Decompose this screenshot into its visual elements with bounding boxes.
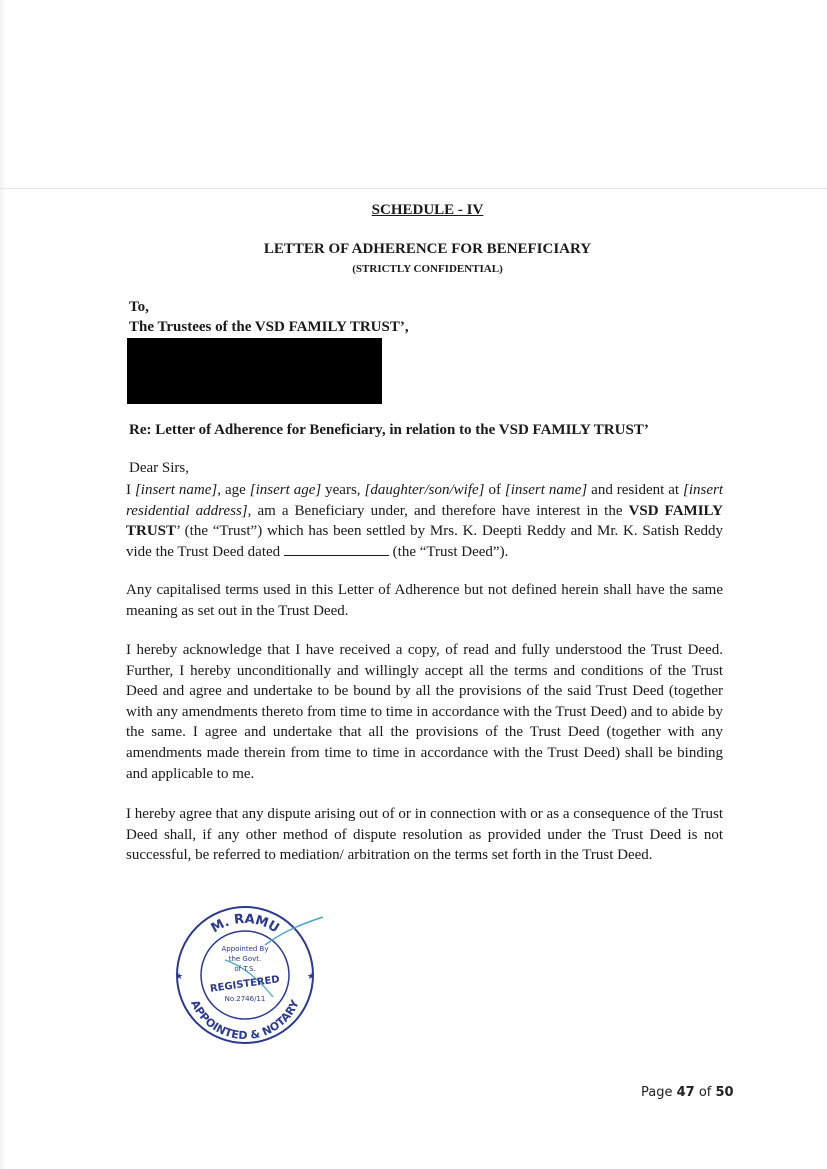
paragraph-definitions: Any capitalised terms used in this Letter of Adherence but not defined herein shall have the same meaning as set out in the Trust Deed. <box>126 582 723 619</box>
placeholder-age: [insert age] <box>249 482 322 498</box>
stamp-registered: REGISTERED <box>209 974 281 995</box>
text-run: ’ (the “Trust”) which has been settled by Mrs. K. Deepti Reddy and Mr. K. Satish Reddy vide the Trust Deed dated <box>126 523 723 560</box>
salutation: Dear Sirs, <box>129 460 189 476</box>
paragraph-declaration <box>126 480 723 562</box>
to-line: To, <box>129 299 149 315</box>
svg-text:M. RAMU <box>209 912 282 937</box>
text-run: , age <box>217 482 250 498</box>
document-subtitle: (STRICTLY CONFIDENTIAL) <box>352 263 503 275</box>
text-run: years, <box>321 482 365 498</box>
paragraph-acknowledgement: I hereby acknowledge that I have received a copy, of read and fully understood the Trust Deed. Further, I hereby unconditionally and willingly accept all the terms and conditions of the Trust Deed and agree and undertake to be bound by all the provisions of the said Trust Deed (together with any amendments thereto from time to time in accordance with the Trust Deed) and to abide by the same. I agree and undertake that all the provisions of the Trust Deed (together with any amendments made therein from time to time in accordance with the Trust Deed) shall be binding and applicable to me. <box>126 642 723 782</box>
svg-text:★: ★ <box>307 971 316 981</box>
text-run: I <box>126 482 135 498</box>
date-blank <box>284 543 389 556</box>
notary-stamp <box>165 905 325 1045</box>
stamp-line-3: of T.S. <box>234 965 256 973</box>
svg-text:★: ★ <box>175 971 184 981</box>
addressee: The Trustees of the VSD FAMILY TRUST’, <box>129 319 409 335</box>
placeholder-name: [insert name] <box>134 482 218 498</box>
schedule-heading: SCHEDULE - IV <box>371 202 484 218</box>
stamp-line-1: Appointed By <box>221 945 269 953</box>
subject-line: Re: Letter of Adherence for Beneficiary, in relation to the VSD FAMILY TRUST’ <box>129 422 649 438</box>
stamp-line-2: the Govt. <box>228 955 262 963</box>
placeholder-address: [insert residential address] <box>126 482 724 519</box>
paragraph-dispute: I hereby agree that any dispute arising out of or in connection with or as a consequence of the Trust Deed shall, if any other method of dispute resolution as provided under the Trust Deed is not successful, be referred to mediation/ arbitration on the terms set forth in the Trust Deed. <box>126 806 723 864</box>
stamp-number: No.2746/11 <box>224 995 266 1003</box>
redacted-address-block <box>127 338 382 404</box>
page-current: 47 <box>676 1085 695 1100</box>
placeholder-relative-name: [insert name] <box>504 482 588 498</box>
fold-line <box>0 188 827 189</box>
text-run: (the “Trust Deed”). <box>388 543 509 560</box>
text-run: , am a Beneficiary under, and therefore have interest in the <box>247 502 629 519</box>
stamp-name: M. RAMU <box>208 911 282 937</box>
page-total: 50 <box>715 1085 734 1100</box>
page-of: of <box>694 1085 716 1100</box>
trust-name: VSD FAMILY TRUST <box>126 502 723 540</box>
text-run: and resident at <box>587 482 683 498</box>
page-prefix: Page <box>641 1085 677 1100</box>
document-title: LETTER OF ADHERENCE FOR BENEFICIARY <box>263 241 592 257</box>
stamp-arc-bottom: APPOINTED & NOTARY <box>188 997 302 1043</box>
page-number <box>641 1085 734 1100</box>
page-edge <box>0 0 6 1169</box>
text-run: of <box>484 482 505 498</box>
placeholder-relation: [daughter/son/wife] <box>364 482 485 498</box>
